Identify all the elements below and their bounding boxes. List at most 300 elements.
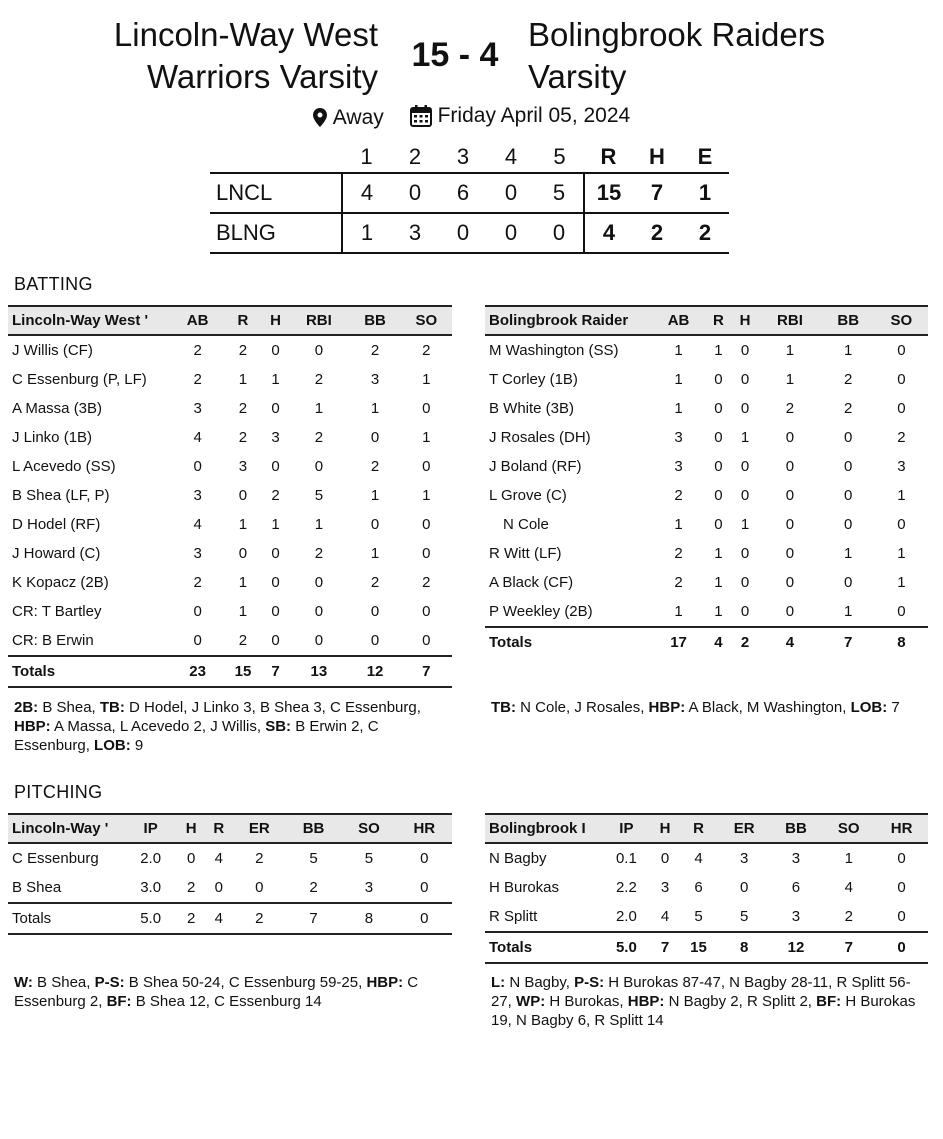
stat-column-header: R (205, 814, 233, 843)
home-team-name: Lincoln-Way West Warriors Varsity (113, 16, 378, 95)
stat-cell: 1 (238, 574, 248, 591)
stat-cell: 2 (271, 487, 280, 504)
stat-cell: 2 (422, 574, 431, 591)
stat-cell: 4 (694, 850, 703, 867)
stat-column-header: R (678, 814, 719, 843)
stat-column-header: R (223, 306, 262, 335)
player-name: H Burokas (489, 879, 560, 896)
stat-cell: 3 (791, 850, 801, 867)
note-label: HBP: (366, 974, 404, 991)
stat-cell: 0 (370, 603, 380, 620)
player-name: J Linko (1B) (12, 429, 93, 446)
player-row (8, 335, 452, 365)
stat-cell: 0 (740, 487, 750, 504)
stat-cell: 2 (844, 908, 853, 925)
note-text: 9 (130, 737, 144, 754)
stat-cell: 0 (714, 371, 723, 388)
stat-cell: 1 (844, 850, 853, 867)
stat-cell: 2 (238, 400, 248, 417)
stat-cell: 0 (714, 516, 723, 533)
note-text: A Massa, L Acevedo 2, J Willis, (50, 718, 266, 735)
stat-cell: 0.1 (615, 850, 637, 867)
stat-cell: 0 (422, 458, 431, 475)
stat-cell: 0 (370, 632, 380, 649)
stat-cell: 0 (785, 603, 795, 620)
stat-cell: 1 (238, 516, 248, 533)
stat-cell: 0 (422, 632, 431, 649)
stat-cell: 0 (422, 545, 431, 562)
total-hits: 7 (650, 180, 664, 205)
stat-cell: 0 (271, 342, 280, 359)
stat-cell: 5 (309, 850, 318, 867)
totals-label: Totals (485, 627, 652, 657)
stat-cell: 1 (740, 429, 750, 446)
stat-cell: 0 (370, 429, 380, 446)
inning-runs: 3 (408, 220, 422, 245)
totals-label: Totals (485, 932, 601, 963)
player-name: P Weekley (2B) (489, 603, 593, 620)
stat-cell: 3 (193, 487, 202, 504)
stat-cell: 2 (370, 458, 380, 475)
stat-cell: 2.0 (140, 850, 162, 867)
table-header-row (8, 306, 452, 335)
totals-cell: 7 (652, 932, 678, 963)
player-name: T Corley (1B) (489, 371, 578, 388)
stat-column-header: AB (172, 306, 223, 335)
player-row (8, 481, 452, 510)
player-row (485, 365, 928, 394)
note-label: LOB: (850, 699, 888, 716)
stat-cell: 2 (422, 342, 431, 359)
stat-column-header: RBI (288, 306, 349, 335)
stat-cell: 2 (897, 429, 906, 446)
inning-header: 5 (553, 144, 566, 169)
player-row (485, 452, 928, 481)
stat-column-header: H (732, 306, 759, 335)
player-name: B Shea (12, 879, 62, 896)
stat-cell: 3 (674, 429, 683, 446)
stat-cell: 1 (271, 371, 280, 388)
pitching-section-title: PITCHING (14, 782, 103, 802)
note-label: HBP: (627, 993, 665, 1010)
stat-cell: 0 (897, 879, 906, 896)
totals-cell: 2 (177, 903, 205, 934)
stat-cell: 1 (714, 574, 723, 591)
player-row (8, 873, 452, 903)
stat-cell: 3 (897, 458, 906, 475)
stat-cell: 2 (314, 371, 324, 388)
note-label: W: (14, 974, 33, 991)
stat-cell: 1 (674, 603, 683, 620)
player-row (485, 335, 928, 365)
stat-cell: 0 (785, 545, 795, 562)
note-text: B Shea, (32, 974, 95, 991)
totals-cell: 0 (397, 903, 452, 934)
stat-column-header: IP (601, 814, 652, 843)
player-row (8, 510, 452, 539)
stat-cell: 0 (238, 545, 248, 562)
line-score-table (210, 142, 729, 254)
stat-column-header: BB (822, 306, 875, 335)
totals-cell: 15 (678, 932, 719, 963)
player-row (485, 873, 928, 902)
stat-column-header: SO (341, 814, 396, 843)
stat-cell: 5 (694, 908, 703, 925)
player-name: L Acevedo (SS) (12, 458, 116, 475)
player-name: D Hodel (RF) (12, 516, 101, 533)
stat-cell: 1 (422, 429, 431, 446)
stat-column-header: ER (233, 814, 286, 843)
inning-header: 2 (408, 144, 422, 169)
stat-column-header: RBI (758, 306, 821, 335)
stat-cell: 0 (897, 603, 906, 620)
player-name: K Kopacz (2B) (12, 574, 109, 591)
player-name: C Essenburg (12, 850, 99, 867)
stat-cell: 2 (193, 574, 202, 591)
stat-cell: 2 (314, 429, 324, 446)
game-meta (0, 104, 943, 133)
stat-cell: 1 (314, 400, 324, 417)
stat-cell: 0 (897, 850, 906, 867)
stat-cell: 2 (844, 371, 853, 388)
team-column-header: Lincoln-Way West ' (8, 306, 172, 335)
inning-runs: 0 (456, 220, 470, 245)
stat-column-header: IP (124, 814, 177, 843)
stat-cell: 5 (314, 487, 324, 504)
player-name: CR: T Bartley (12, 603, 102, 620)
stat-cell: 0 (370, 516, 380, 533)
away-pitching-table (485, 813, 928, 964)
note-text: N Bagby, (505, 974, 575, 991)
line-score-row (210, 213, 729, 253)
player-row (8, 843, 452, 873)
note-label: SB: (265, 718, 292, 735)
stat-cell: 0 (422, 400, 431, 417)
stat-cell: 0 (214, 879, 223, 896)
home-pitching-notes (14, 973, 454, 1011)
note-text: C Essenburg 2, (14, 974, 419, 1010)
stat-cell: 0 (897, 371, 906, 388)
stat-column-header: HR (875, 814, 928, 843)
player-row (485, 423, 928, 452)
line-score-row (210, 173, 729, 213)
batting-section-title: BATTING (14, 274, 93, 294)
table-header-row (485, 814, 928, 843)
stat-cell: 2 (238, 429, 248, 446)
home-batting-notes (14, 698, 454, 755)
totals-cell: 7 (401, 656, 452, 687)
stat-cell: 1 (897, 545, 906, 562)
player-row (485, 510, 928, 539)
stat-column-header: R (705, 306, 732, 335)
note-label: L: (491, 974, 506, 991)
stat-cell: 3 (740, 850, 749, 867)
player-row (485, 539, 928, 568)
totals-cell: 7 (822, 627, 875, 657)
stat-column-header: AB (652, 306, 705, 335)
stat-cell: 1 (844, 545, 853, 562)
stat-cell: 1 (370, 545, 380, 562)
stat-cell: 2 (193, 342, 202, 359)
stat-cell: 0 (255, 879, 264, 896)
totals-label: Totals (8, 656, 172, 687)
stat-cell: 0 (660, 850, 670, 867)
player-name: R Witt (LF) (489, 545, 562, 562)
stat-cell: 2 (844, 400, 853, 417)
final-score: 15 - 4 (411, 36, 499, 74)
stat-column-header: ER (719, 814, 770, 843)
stat-cell: 4 (660, 908, 670, 925)
hits-header: H (649, 144, 665, 169)
totals-cell: 4 (205, 903, 233, 934)
player-row (485, 481, 928, 510)
stat-cell: 0 (785, 574, 795, 591)
stat-column-header: BB (286, 814, 341, 843)
stat-cell: 0 (844, 458, 853, 475)
note-label: HBP: (648, 699, 686, 716)
stat-cell: 3 (370, 371, 380, 388)
totals-cell: 5.0 (124, 903, 177, 934)
stat-cell: 3 (238, 458, 248, 475)
stat-cell: 1 (785, 342, 795, 359)
player-row (485, 843, 928, 873)
stat-cell: 0 (314, 458, 324, 475)
note-text: B Erwin 2, C Essenburg, (14, 718, 379, 754)
note-text: B Shea 12, C Essenburg 14 (131, 993, 322, 1010)
player-row (485, 568, 928, 597)
table-header-row (8, 814, 452, 843)
player-row (485, 597, 928, 627)
player-name: M Washington (SS) (489, 342, 619, 359)
stat-cell: 0 (271, 574, 280, 591)
team-abbr: BLNG (210, 213, 342, 253)
stat-cell: 0 (186, 850, 196, 867)
stat-cell: 0 (740, 400, 750, 417)
stat-cell: 1 (422, 487, 431, 504)
note-text: B Shea 50-24, C Essenburg 59-25, (124, 974, 367, 991)
player-row (485, 902, 928, 932)
player-name: B Shea (LF, P) (12, 487, 110, 504)
stat-column-header: BB (349, 306, 400, 335)
stat-cell: 1 (238, 603, 248, 620)
stat-cell: 2 (186, 879, 196, 896)
inning-header: 1 (360, 144, 373, 169)
stat-cell: 3 (193, 545, 202, 562)
stat-cell: 0 (785, 516, 795, 533)
note-label: TB: (99, 699, 125, 716)
stat-cell: 0 (420, 879, 429, 896)
stat-cell: 2 (674, 487, 683, 504)
player-name: L Grove (C) (489, 487, 567, 504)
totals-cell: 5.0 (601, 932, 652, 963)
team-column-header: Bolingbrook I (485, 814, 601, 843)
player-name: J Rosales (DH) (489, 429, 591, 446)
totals-cell: 2 (732, 627, 759, 657)
stat-cell: 0 (422, 516, 431, 533)
stat-cell: 0 (271, 400, 280, 417)
totals-row (8, 903, 452, 934)
total-hits: 2 (650, 220, 664, 245)
note-text: N Cole, J Rosales, (516, 699, 649, 716)
totals-cell: 8 (875, 627, 928, 657)
totals-row (485, 932, 928, 963)
player-row (8, 365, 452, 394)
stat-cell: 1 (844, 603, 853, 620)
note-label: TB: (491, 699, 516, 716)
player-name: N Cole (503, 516, 549, 533)
stat-cell: 2 (370, 342, 380, 359)
stat-cell: 1 (714, 545, 723, 562)
total-runs: 4 (584, 213, 633, 253)
stat-cell: 0 (740, 879, 749, 896)
stat-cell: 2 (314, 545, 324, 562)
away-pitching-notes (491, 973, 921, 1030)
stat-cell: 2 (193, 371, 202, 388)
note-label: LOB: (94, 737, 131, 754)
stat-cell: 4 (193, 516, 202, 533)
stat-cell: 1 (674, 400, 683, 417)
stat-column-header: H (652, 814, 678, 843)
totals-cell: 13 (288, 656, 349, 687)
game-date (410, 104, 631, 128)
stat-cell: 3 (660, 879, 670, 896)
total-errors: 2 (698, 220, 712, 245)
stat-cell: 2 (309, 879, 318, 896)
stat-column-header: SO (401, 306, 452, 335)
runs-header: R (600, 144, 617, 169)
player-row (8, 539, 452, 568)
totals-cell: 7 (822, 932, 875, 963)
stat-cell: 0 (271, 545, 280, 562)
stat-column-header: SO (822, 814, 875, 843)
total-runs: 15 (584, 173, 633, 213)
away-batting-table (485, 305, 928, 657)
inning-runs: 0 (504, 220, 518, 245)
player-name: J Howard (C) (12, 545, 101, 562)
stat-cell: 0 (740, 545, 750, 562)
totals-cell: 8 (719, 932, 770, 963)
totals-cell: 12 (349, 656, 400, 687)
totals-cell: 4 (758, 627, 821, 657)
stat-cell: 2 (370, 574, 380, 591)
player-row (8, 568, 452, 597)
totals-cell: 15 (223, 656, 262, 687)
note-text: N Bagby 2, R Splitt 2, (664, 993, 817, 1010)
note-text: B Shea, (38, 699, 100, 716)
note-label: WP: (516, 993, 546, 1010)
stat-cell: 5 (364, 850, 374, 867)
player-row (485, 394, 928, 423)
stat-cell: 1 (370, 400, 380, 417)
totals-cell: 7 (263, 656, 289, 687)
stat-column-header: SO (875, 306, 928, 335)
note-label: 2B: (14, 699, 39, 716)
location-text: Away (332, 105, 384, 129)
stat-cell: 3 (193, 400, 202, 417)
player-name: R Splitt (489, 908, 538, 925)
stat-cell: 0 (740, 458, 750, 475)
stat-cell: 2 (238, 632, 248, 649)
away-batting-notes (491, 698, 921, 717)
stat-cell: 3 (271, 429, 280, 446)
stat-cell: 3 (791, 908, 801, 925)
stat-cell: 1 (714, 603, 723, 620)
stat-cell: 0 (193, 603, 202, 620)
stat-cell: 1 (844, 342, 853, 359)
totals-cell: 4 (705, 627, 732, 657)
team-abbr: LNCL (210, 173, 342, 213)
stat-cell: 6 (791, 879, 801, 896)
stat-cell: 2 (238, 342, 248, 359)
totals-cell: 17 (652, 627, 705, 657)
stat-cell: 0 (897, 400, 906, 417)
stat-cell: 0 (193, 458, 202, 475)
player-name: A Massa (3B) (12, 400, 103, 417)
stat-cell: 4 (844, 879, 853, 896)
stat-column-header: BB (770, 814, 823, 843)
stat-cell: 0 (420, 850, 429, 867)
stat-cell: 1 (674, 342, 683, 359)
totals-cell: 12 (770, 932, 823, 963)
stat-cell: 0 (238, 487, 248, 504)
stat-cell: 1 (897, 574, 906, 591)
stat-cell: 1 (271, 516, 280, 533)
player-row (8, 626, 452, 656)
note-text: A Black, M Washington, (685, 699, 851, 716)
line-score-header (210, 142, 729, 173)
stat-column-header: HR (397, 814, 452, 843)
stat-cell: 0 (714, 400, 723, 417)
inning-runs: 0 (408, 180, 422, 205)
stat-cell: 0 (740, 603, 750, 620)
player-row (8, 452, 452, 481)
stat-cell: 1 (674, 371, 683, 388)
map-pin-icon (313, 108, 327, 127)
stat-cell: 1 (422, 371, 431, 388)
player-name: CR: B Erwin (12, 632, 94, 649)
stat-column-header: H (177, 814, 205, 843)
game-header (0, 14, 943, 104)
note-label: P-S: (94, 974, 125, 991)
note-text: H Burokas 19, N Bagby 6, R Splitt 14 (491, 993, 916, 1029)
stat-cell: 2 (674, 545, 683, 562)
stat-cell: 1 (897, 487, 906, 504)
stat-cell: 6 (694, 879, 703, 896)
player-row (8, 423, 452, 452)
stat-cell: 1 (674, 516, 683, 533)
stat-cell: 0 (844, 487, 853, 504)
totals-cell: 2 (233, 903, 286, 934)
inning-runs: 0 (504, 180, 518, 205)
inning-runs: 5 (552, 180, 566, 205)
stat-cell: 0 (844, 429, 853, 446)
stat-cell: 0 (271, 632, 280, 649)
stat-cell: 1 (714, 342, 723, 359)
note-text: 7 (887, 699, 900, 716)
away-team-name: Bolingbrook Raiders Varsity (528, 16, 826, 95)
total-errors: 1 (698, 180, 712, 205)
stat-cell: 3 (364, 879, 374, 896)
errors-header: E (697, 144, 713, 169)
stat-cell: 0 (314, 632, 324, 649)
stat-cell: 2 (785, 400, 795, 417)
stat-cell: 0 (314, 342, 324, 359)
totals-label: Totals (8, 903, 124, 934)
stat-cell: 0 (714, 487, 723, 504)
stat-cell: 0 (785, 458, 795, 475)
player-name: C Essenburg (P, LF) (12, 371, 147, 388)
stat-cell: 0 (740, 371, 750, 388)
